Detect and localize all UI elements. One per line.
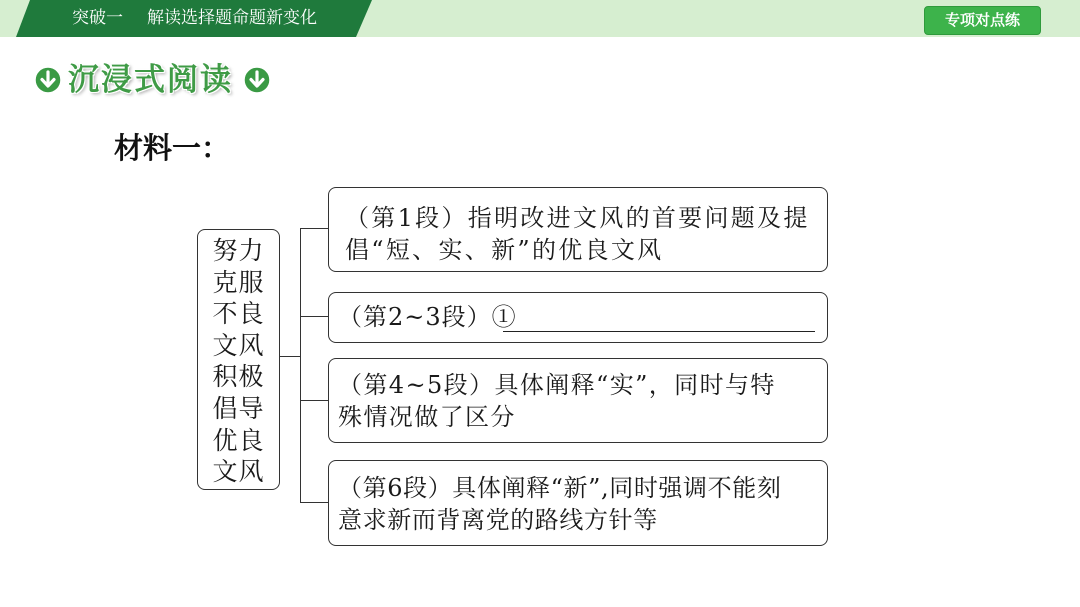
root-text-line: 克服 (212, 267, 265, 297)
branch-box-paragraph-2-3 (328, 292, 828, 343)
connector-line (300, 400, 328, 401)
connector-line (300, 228, 328, 229)
root-text-line: 积极 (212, 362, 265, 392)
branch-text-line: 意求新而背离党的路线方针等 (338, 506, 658, 534)
connector-line (300, 316, 328, 317)
branch-text-line: （第1段）指明改进文风的首要问题及提 (345, 204, 810, 232)
material-label: 材料一： (114, 131, 231, 165)
arrow-down-circle-icon (243, 66, 271, 94)
arrow-down-circle-icon (34, 66, 62, 94)
root-text-line: 倡导 (212, 393, 265, 423)
practice-button[interactable]: 专项对点练 (924, 6, 1041, 35)
root-text-line: 努力 (212, 236, 265, 265)
branch-text-line: 倡“短、实、新”的优良文风 (345, 236, 664, 264)
answer-blank-line (503, 331, 815, 332)
connector-line (300, 502, 328, 503)
branch-text-line: （第6段）具体阐释“新”,同时强调不能刻 (338, 474, 782, 502)
root-text-line: 不良 (212, 299, 265, 329)
branch-box-paragraph-4-5 (328, 358, 828, 443)
chapter-tab-title: 解读选择题命题新变化 (147, 8, 317, 28)
branch-text-line: 殊情况做了区分 (338, 403, 516, 431)
branch-box-paragraph-6 (328, 460, 828, 546)
root-text-line: 文风 (212, 330, 265, 360)
branch-text-line: （第2~3段）① (338, 303, 517, 331)
branch-box-paragraph-1 (328, 187, 828, 272)
root-text-line: 优良 (212, 425, 265, 455)
root-text-line: 文风 (212, 457, 265, 487)
diagram-root-box (197, 229, 280, 490)
section-heading-title: 沉浸式阅读 (68, 62, 233, 98)
chapter-tab-label: 突破一 (72, 8, 123, 28)
connector-trunk-line (300, 228, 301, 503)
branch-text-line: （第4~5段）具体阐释“实”，同时与特 (338, 371, 776, 399)
connector-line (280, 356, 301, 357)
